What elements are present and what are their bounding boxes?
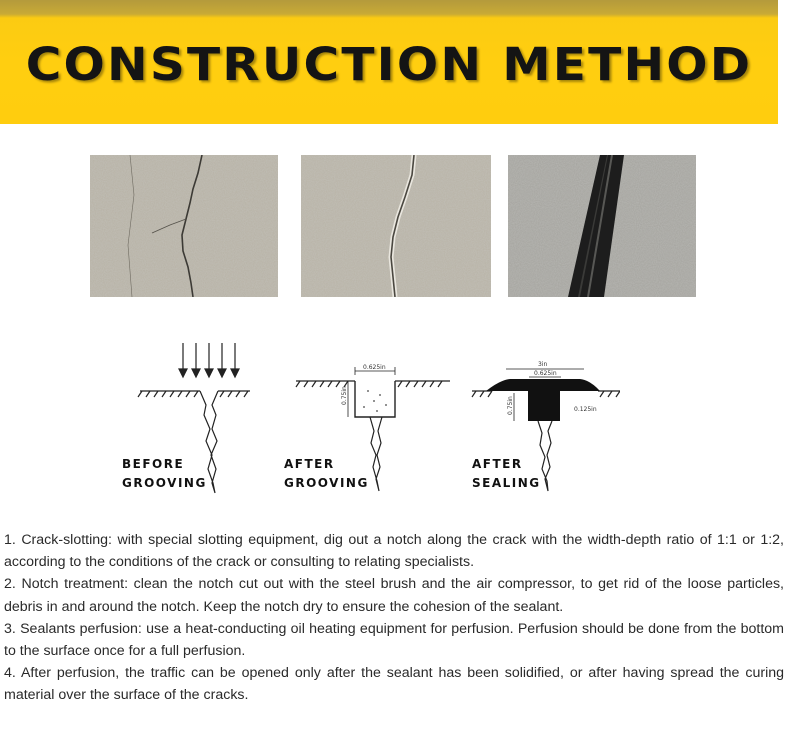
step-2-text: 2. Notch treatment: clean the notch cut out with the steel brush and the air compressor, to get rid of the loose particles, debris in and around the notch. Keep the notch dry to ensure the cohesion of the sealant. (4, 576, 784, 615)
sealed-crack-photo (508, 155, 696, 297)
method-steps (4, 529, 784, 707)
groove-depth-dimension: 0.75in (341, 386, 348, 405)
before-grooving-diagram (120, 335, 250, 495)
sealant-width-dimension: 0.625in (534, 370, 557, 377)
groove-width-dimension: 0.625in (363, 364, 386, 371)
after-sealing-label: AFTER SEALING (472, 457, 541, 490)
sealant-depth-dimension: 0.75in (507, 396, 514, 415)
step-4-text: 4. After perfusion, the traffic can be opened only after the sealant has been solidified, or after having spread the curing material over the surface of the cracks. (4, 665, 784, 704)
after-sealing-diagram (470, 335, 620, 495)
cracked-asphalt-photo (90, 155, 278, 297)
page-title: CONSTRUCTION METHOD (25, 38, 753, 91)
sealant-top-dimension: 3in (538, 361, 548, 368)
after-grooving-diagram (282, 335, 452, 495)
grooved-crack-photo (301, 155, 491, 297)
step-1-text: 1. Crack-slotting: with special slotting equipment, dig out a notch along the crack with the width-depth ratio of 1:1 or 1:2, according to the conditions of the crack or consulting to relating specialists. (4, 532, 784, 571)
before-grooving-label: BEFORE GROOVING (122, 457, 207, 490)
step-3-text: 3. Sealants perfusion: use a heat-conducting oil heating equipment for perfusion. Perfusion should be done from the bottom to the surface once for a full perfusion. (4, 620, 784, 660)
after-grooving-label: AFTER GROOVING (284, 457, 369, 490)
sealant-band-dimension: 0.125in (574, 406, 597, 413)
header-banner (0, 0, 778, 124)
